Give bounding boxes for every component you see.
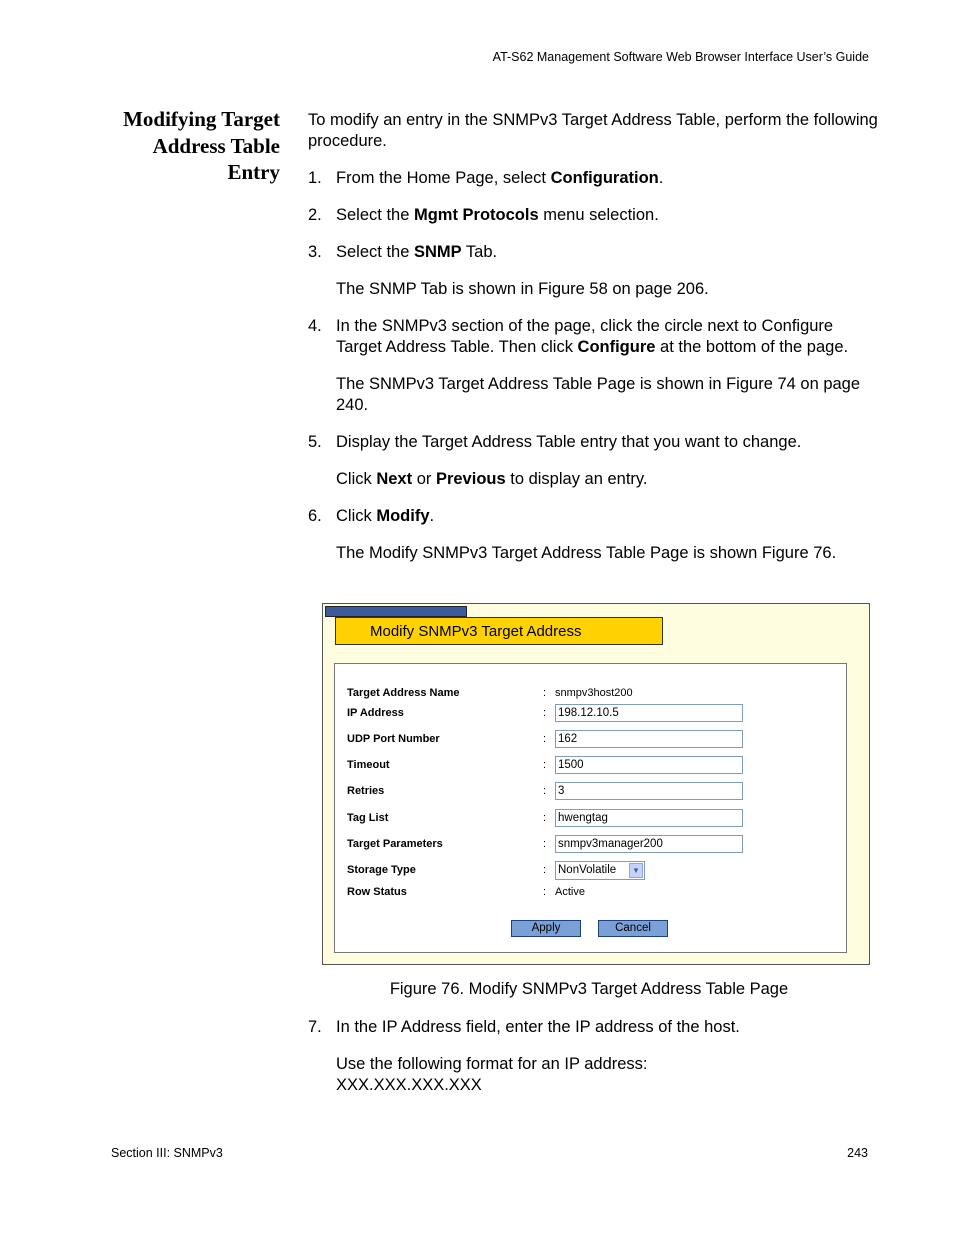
step-3-note: The SNMP Tab is shown in Figure 58 on page 206. <box>336 280 709 298</box>
figure-screenshot <box>322 603 870 965</box>
step-text: Select the <box>336 243 414 261</box>
step-7-note <box>308 1054 878 1096</box>
note-text: or <box>412 470 436 488</box>
step-text: Tab. <box>461 243 498 261</box>
step-3 <box>308 242 878 263</box>
retries-input[interactable]: 3 <box>555 782 743 800</box>
step-5-note <box>308 469 878 490</box>
section-title: Modifying Target Address Table Entry <box>123 107 280 184</box>
step-number: 2. <box>308 206 322 224</box>
field-label: Retries <box>347 785 385 797</box>
step-number: 6. <box>308 507 322 525</box>
step-text: . <box>658 169 664 187</box>
field-colon: : <box>543 733 547 745</box>
row-ip-address <box>347 704 827 724</box>
storage-type-value: NonVolatile <box>558 864 617 876</box>
step-text: menu selection. <box>538 206 659 224</box>
row-storage-type <box>347 861 827 881</box>
step-text: Click <box>336 507 377 525</box>
apply-button[interactable]: Apply <box>511 920 581 937</box>
step-bold: SNMP <box>413 243 462 261</box>
step-bold: Configuration <box>550 169 659 187</box>
figure-title-tab: Modify SNMPv3 Target Address <box>335 617 663 645</box>
field-label: Row Status <box>347 886 407 898</box>
field-label: Target Address Name <box>347 687 460 699</box>
field-label: UDP Port Number <box>347 733 440 745</box>
cancel-button[interactable]: Cancel <box>598 920 668 937</box>
step-text: In the IP Address field, enter the IP address of the host. <box>336 1018 740 1036</box>
row-retries <box>347 782 827 802</box>
field-colon: : <box>543 838 547 850</box>
field-label: Target Parameters <box>347 838 443 850</box>
step-text: . <box>429 507 435 525</box>
step-text: From the Home Page, select <box>336 169 551 187</box>
step-5 <box>308 432 878 453</box>
intro-paragraph: To modify an entry in the SNMPv3 Target Address Table, perform the following procedure. <box>308 111 878 150</box>
note-text: Click <box>336 470 377 488</box>
step-bold: Mgmt Protocols <box>413 206 539 224</box>
field-colon: : <box>543 785 547 797</box>
field-colon: : <box>543 759 547 771</box>
field-colon: : <box>543 886 547 898</box>
step-text: Select the <box>336 206 414 224</box>
udp-port-input[interactable]: 162 <box>555 730 743 748</box>
step-6-note: The Modify SNMPv3 Target Address Table Page is shown Figure 76. <box>336 544 837 562</box>
figure-tab-strip <box>325 606 467 617</box>
storage-type-select[interactable] <box>555 861 645 880</box>
figure-form-panel <box>334 663 847 953</box>
field-label: IP Address <box>347 707 404 719</box>
step-number: 4. <box>308 317 322 335</box>
field-label: Timeout <box>347 759 390 771</box>
footer-section: Section III: SNMPv3 <box>111 1146 223 1160</box>
figure-caption: Figure 76. Modify SNMPv3 Target Address Table Page <box>389 980 789 998</box>
row-status-value: Active <box>555 886 585 898</box>
note-text: Use the following format for an IP address: <box>336 1055 648 1073</box>
step-number: 7. <box>308 1018 322 1036</box>
step-text: In the SNMPv3 section of the page, click the circle next to Configure Target Address Table. Then click <box>336 317 834 356</box>
row-row-status <box>347 883 827 903</box>
target-address-name-value: snmpv3host200 <box>555 687 633 699</box>
field-label: Tag List <box>347 812 389 824</box>
step-1 <box>308 168 878 189</box>
field-colon: : <box>543 864 547 876</box>
step-number: 3. <box>308 243 322 261</box>
step-number: 1. <box>308 169 322 187</box>
field-colon: : <box>543 687 547 699</box>
step-6 <box>308 506 878 527</box>
note-text: to display an entry. <box>505 470 648 488</box>
step-text: at the bottom of the page. <box>655 338 849 356</box>
timeout-input[interactable]: 1500 <box>555 756 743 774</box>
tag-list-input[interactable]: hwengtag <box>555 809 743 827</box>
procedure-body-continued <box>308 1017 878 1112</box>
field-label: Storage Type <box>347 864 416 876</box>
note-bold: Next <box>376 470 413 488</box>
target-parameters-input[interactable]: snmpv3manager200 <box>555 835 743 853</box>
step-bold: Modify <box>376 507 430 525</box>
note-bold: Previous <box>435 470 506 488</box>
chevron-down-icon[interactable]: ▼ <box>629 863 643 878</box>
page-number: 243 <box>847 1146 868 1160</box>
row-udp-port <box>347 730 827 750</box>
step-bold: Configure <box>577 338 656 356</box>
running-header: AT-S62 Management Software Web Browser Interface User’s Guide <box>492 50 869 64</box>
row-tag-list <box>347 809 827 829</box>
step-2 <box>308 205 878 226</box>
procedure-body <box>308 110 878 580</box>
step-7 <box>308 1017 878 1038</box>
row-timeout <box>347 756 827 776</box>
step-text: Display the Target Address Table entry that you want to change. <box>336 433 802 451</box>
ip-format: XXX.XXX.XXX.XXX <box>336 1076 482 1094</box>
row-target-address-name <box>347 684 827 704</box>
step-4-note: The SNMPv3 Target Address Table Page is shown in Figure 74 on page 240. <box>336 375 861 414</box>
ip-address-input[interactable]: 198.12.10.5 <box>555 704 743 722</box>
field-colon: : <box>543 707 547 719</box>
field-colon: : <box>543 812 547 824</box>
step-4 <box>308 316 878 358</box>
step-number: 5. <box>308 433 322 451</box>
row-target-parameters <box>347 835 827 855</box>
